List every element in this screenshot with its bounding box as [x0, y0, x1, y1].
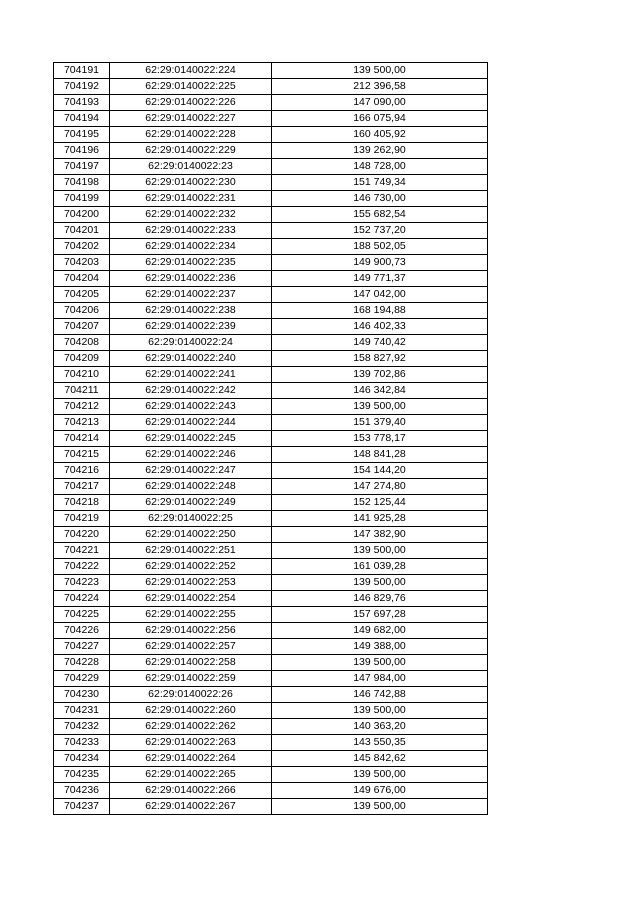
value-cell: 139 500,00 [272, 63, 488, 79]
cadastral-number-cell: 62:29:0140022:227 [110, 111, 272, 127]
cadastral-number-cell: 62:29:0140022:247 [110, 463, 272, 479]
value-cell: 139 262,90 [272, 143, 488, 159]
row-number-cell: 704222 [54, 559, 110, 575]
value-cell: 141 925,28 [272, 511, 488, 527]
cadastral-number-cell: 62:29:0140022:229 [110, 143, 272, 159]
row-number-cell: 704191 [54, 63, 110, 79]
cadastral-number-cell: 62:29:0140022:238 [110, 303, 272, 319]
cadastral-number-cell: 62:29:0140022:23 [110, 159, 272, 175]
row-number-cell: 704223 [54, 575, 110, 591]
cadastral-number-cell: 62:29:0140022:240 [110, 351, 272, 367]
cadastral-number-cell: 62:29:0140022:228 [110, 127, 272, 143]
cadastral-number-cell: 62:29:0140022:224 [110, 63, 272, 79]
row-number-cell: 704231 [54, 703, 110, 719]
table-row [54, 623, 488, 639]
table-row [54, 127, 488, 143]
table-body [54, 63, 488, 815]
value-cell: 147 090,00 [272, 95, 488, 111]
row-number-cell: 704198 [54, 175, 110, 191]
row-number-cell: 704202 [54, 239, 110, 255]
row-number-cell: 704193 [54, 95, 110, 111]
value-cell: 149 771,37 [272, 271, 488, 287]
row-number-cell: 704221 [54, 543, 110, 559]
row-number-cell: 704224 [54, 591, 110, 607]
cadastral-number-cell: 62:29:0140022:232 [110, 207, 272, 223]
row-number-cell: 704213 [54, 415, 110, 431]
table-row [54, 255, 488, 271]
cadastral-number-cell: 62:29:0140022:226 [110, 95, 272, 111]
value-cell: 152 737,20 [272, 223, 488, 239]
row-number-cell: 704216 [54, 463, 110, 479]
value-cell: 139 500,00 [272, 799, 488, 815]
row-number-cell: 704236 [54, 783, 110, 799]
table-row [54, 655, 488, 671]
table-row [54, 431, 488, 447]
cadastral-number-cell: 62:29:0140022:263 [110, 735, 272, 751]
cadastral-number-cell: 62:29:0140022:26 [110, 687, 272, 703]
row-number-cell: 704228 [54, 655, 110, 671]
cadastral-value-table [53, 62, 488, 815]
cadastral-number-cell: 62:29:0140022:239 [110, 319, 272, 335]
value-cell: 139 702,86 [272, 367, 488, 383]
value-cell: 147 274,80 [272, 479, 488, 495]
cadastral-number-cell: 62:29:0140022:230 [110, 175, 272, 191]
value-cell: 152 125,44 [272, 495, 488, 511]
table-row [54, 239, 488, 255]
cadastral-number-cell: 62:29:0140022:233 [110, 223, 272, 239]
cadastral-number-cell: 62:29:0140022:260 [110, 703, 272, 719]
table-row [54, 639, 488, 655]
row-number-cell: 704204 [54, 271, 110, 287]
value-cell: 149 682,00 [272, 623, 488, 639]
row-number-cell: 704237 [54, 799, 110, 815]
row-number-cell: 704207 [54, 319, 110, 335]
cadastral-number-cell: 62:29:0140022:264 [110, 751, 272, 767]
cadastral-number-cell: 62:29:0140022:241 [110, 367, 272, 383]
cadastral-number-cell: 62:29:0140022:251 [110, 543, 272, 559]
table-row [54, 271, 488, 287]
table-row [54, 767, 488, 783]
row-number-cell: 704210 [54, 367, 110, 383]
value-cell: 146 829,76 [272, 591, 488, 607]
row-number-cell: 704212 [54, 399, 110, 415]
value-cell: 149 740,42 [272, 335, 488, 351]
table-row [54, 719, 488, 735]
row-number-cell: 704209 [54, 351, 110, 367]
table-row [54, 159, 488, 175]
cadastral-number-cell: 62:29:0140022:253 [110, 575, 272, 591]
row-number-cell: 704211 [54, 383, 110, 399]
value-cell: 158 827,92 [272, 351, 488, 367]
row-number-cell: 704197 [54, 159, 110, 175]
cadastral-number-cell: 62:29:0140022:249 [110, 495, 272, 511]
value-cell: 146 742,88 [272, 687, 488, 703]
value-cell: 147 984,00 [272, 671, 488, 687]
row-number-cell: 704227 [54, 639, 110, 655]
table-row [54, 207, 488, 223]
row-number-cell: 704200 [54, 207, 110, 223]
table-row [54, 591, 488, 607]
table-row [54, 79, 488, 95]
value-cell: 148 841,28 [272, 447, 488, 463]
cadastral-number-cell: 62:29:0140022:25 [110, 511, 272, 527]
cadastral-number-cell: 62:29:0140022:262 [110, 719, 272, 735]
value-cell: 149 388,00 [272, 639, 488, 655]
value-cell: 146 342,84 [272, 383, 488, 399]
table-row [54, 383, 488, 399]
table-row [54, 447, 488, 463]
row-number-cell: 704235 [54, 767, 110, 783]
cadastral-number-cell: 62:29:0140022:255 [110, 607, 272, 623]
cadastral-number-cell: 62:29:0140022:244 [110, 415, 272, 431]
cadastral-number-cell: 62:29:0140022:242 [110, 383, 272, 399]
table-row [54, 783, 488, 799]
cadastral-number-cell: 62:29:0140022:266 [110, 783, 272, 799]
value-cell: 160 405,92 [272, 127, 488, 143]
value-cell: 139 500,00 [272, 703, 488, 719]
value-cell: 139 500,00 [272, 767, 488, 783]
table-row [54, 223, 488, 239]
value-cell: 146 402,33 [272, 319, 488, 335]
row-number-cell: 704215 [54, 447, 110, 463]
table-row [54, 575, 488, 591]
table-row [54, 463, 488, 479]
row-number-cell: 704230 [54, 687, 110, 703]
table-row [54, 559, 488, 575]
value-cell: 139 500,00 [272, 655, 488, 671]
table-row [54, 191, 488, 207]
row-number-cell: 704225 [54, 607, 110, 623]
row-number-cell: 704208 [54, 335, 110, 351]
cadastral-number-cell: 62:29:0140022:24 [110, 335, 272, 351]
value-cell: 149 676,00 [272, 783, 488, 799]
row-number-cell: 704217 [54, 479, 110, 495]
table-row [54, 175, 488, 191]
value-cell: 139 500,00 [272, 575, 488, 591]
row-number-cell: 704218 [54, 495, 110, 511]
cadastral-number-cell: 62:29:0140022:231 [110, 191, 272, 207]
table-row [54, 495, 488, 511]
cadastral-number-cell: 62:29:0140022:259 [110, 671, 272, 687]
table-row [54, 511, 488, 527]
table-row [54, 527, 488, 543]
table-row [54, 303, 488, 319]
value-cell: 147 042,00 [272, 287, 488, 303]
table-row [54, 319, 488, 335]
row-number-cell: 704214 [54, 431, 110, 447]
row-number-cell: 704192 [54, 79, 110, 95]
value-cell: 148 728,00 [272, 159, 488, 175]
value-cell: 149 900,73 [272, 255, 488, 271]
row-number-cell: 704205 [54, 287, 110, 303]
value-cell: 145 842,62 [272, 751, 488, 767]
table-row [54, 479, 488, 495]
table-row [54, 735, 488, 751]
cadastral-number-cell: 62:29:0140022:254 [110, 591, 272, 607]
table-row [54, 415, 488, 431]
table-row [54, 799, 488, 815]
value-cell: 147 382,90 [272, 527, 488, 543]
row-number-cell: 704203 [54, 255, 110, 271]
value-cell: 151 379,40 [272, 415, 488, 431]
cadastral-number-cell: 62:29:0140022:235 [110, 255, 272, 271]
cadastral-number-cell: 62:29:0140022:237 [110, 287, 272, 303]
value-cell: 161 039,28 [272, 559, 488, 575]
table-row [54, 751, 488, 767]
row-number-cell: 704219 [54, 511, 110, 527]
cadastral-number-cell: 62:29:0140022:250 [110, 527, 272, 543]
table-row [54, 351, 488, 367]
cadastral-number-cell: 62:29:0140022:245 [110, 431, 272, 447]
table-row [54, 687, 488, 703]
cadastral-number-cell: 62:29:0140022:258 [110, 655, 272, 671]
row-number-cell: 704194 [54, 111, 110, 127]
row-number-cell: 704201 [54, 223, 110, 239]
cadastral-number-cell: 62:29:0140022:225 [110, 79, 272, 95]
table-row [54, 367, 488, 383]
row-number-cell: 704234 [54, 751, 110, 767]
value-cell: 166 075,94 [272, 111, 488, 127]
table-row [54, 63, 488, 79]
table-row [54, 287, 488, 303]
row-number-cell: 704232 [54, 719, 110, 735]
value-cell: 212 396,58 [272, 79, 488, 95]
table-row [54, 671, 488, 687]
cadastral-number-cell: 62:29:0140022:257 [110, 639, 272, 655]
row-number-cell: 704196 [54, 143, 110, 159]
row-number-cell: 704206 [54, 303, 110, 319]
value-cell: 146 730,00 [272, 191, 488, 207]
value-cell: 151 749,34 [272, 175, 488, 191]
value-cell: 155 682,54 [272, 207, 488, 223]
cadastral-number-cell: 62:29:0140022:236 [110, 271, 272, 287]
cadastral-number-cell: 62:29:0140022:243 [110, 399, 272, 415]
cadastral-number-cell: 62:29:0140022:234 [110, 239, 272, 255]
value-cell: 154 144,20 [272, 463, 488, 479]
value-cell: 157 697,28 [272, 607, 488, 623]
value-cell: 140 363,20 [272, 719, 488, 735]
row-number-cell: 704199 [54, 191, 110, 207]
row-number-cell: 704195 [54, 127, 110, 143]
value-cell: 143 550,35 [272, 735, 488, 751]
table-row [54, 607, 488, 623]
table-row [54, 543, 488, 559]
table-row [54, 95, 488, 111]
value-cell: 139 500,00 [272, 543, 488, 559]
row-number-cell: 704229 [54, 671, 110, 687]
cadastral-number-cell: 62:29:0140022:252 [110, 559, 272, 575]
table-row [54, 703, 488, 719]
row-number-cell: 704220 [54, 527, 110, 543]
table-row [54, 111, 488, 127]
table-row [54, 399, 488, 415]
cadastral-number-cell: 62:29:0140022:265 [110, 767, 272, 783]
table-row [54, 143, 488, 159]
cadastral-number-cell: 62:29:0140022:246 [110, 447, 272, 463]
value-cell: 153 778,17 [272, 431, 488, 447]
row-number-cell: 704233 [54, 735, 110, 751]
cadastral-number-cell: 62:29:0140022:256 [110, 623, 272, 639]
cadastral-number-cell: 62:29:0140022:267 [110, 799, 272, 815]
cadastral-number-cell: 62:29:0140022:248 [110, 479, 272, 495]
value-cell: 168 194,88 [272, 303, 488, 319]
row-number-cell: 704226 [54, 623, 110, 639]
table-row [54, 335, 488, 351]
value-cell: 139 500,00 [272, 399, 488, 415]
value-cell: 188 502,05 [272, 239, 488, 255]
